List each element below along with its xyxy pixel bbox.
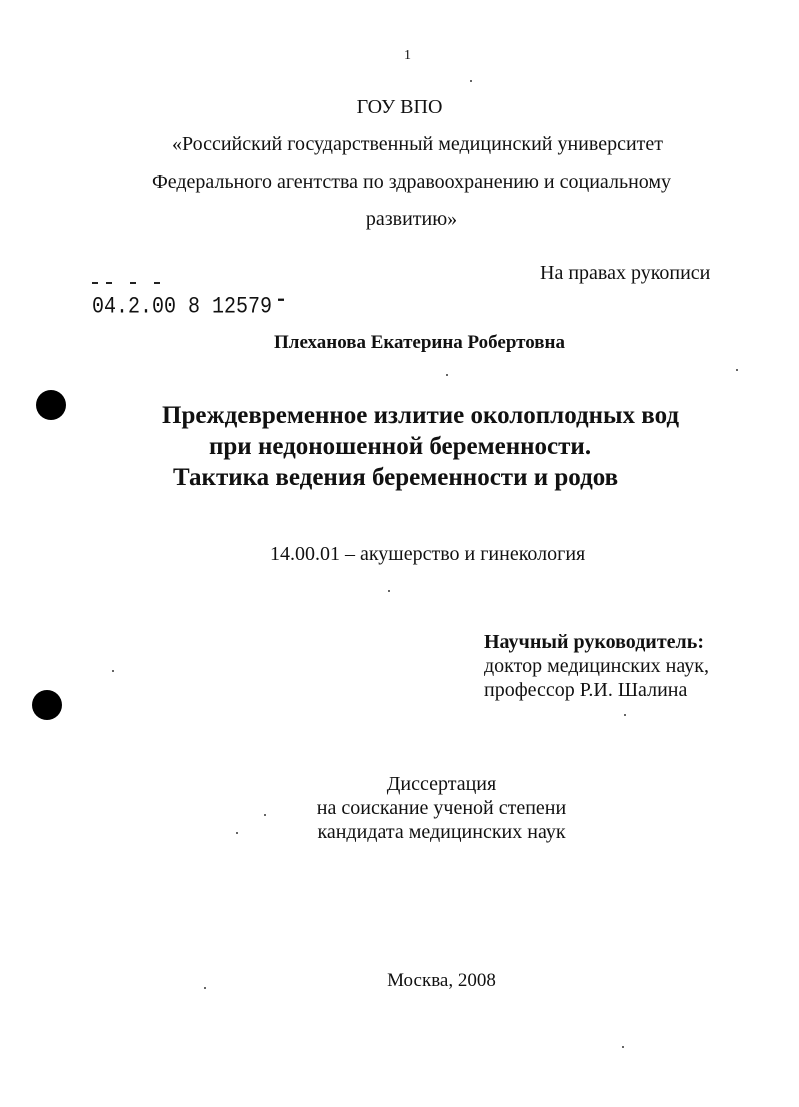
scan-speck xyxy=(624,714,626,716)
organization-abbreviation: ГОУ ВПО xyxy=(356,96,443,118)
thesis-title-line-2: при недоношенной беременности. xyxy=(209,433,592,460)
thesis-title-line-3: Тактика ведения беременности и родов xyxy=(173,464,619,491)
scan-speck xyxy=(236,832,238,834)
thesis-title-line-1: Преждевременное излитие околоплодных вод xyxy=(162,402,680,429)
city-year: Москва, 2008 xyxy=(387,970,496,991)
punch-hole-top xyxy=(36,390,66,420)
scan-speck xyxy=(388,590,390,592)
scan-speck xyxy=(736,369,738,371)
dissertation-line-3: кандидата медицинских наук xyxy=(317,821,566,843)
supervisor-name: профессор Р.И. Шалина xyxy=(484,679,688,701)
dissertation-line-2: на соискание ученой степени xyxy=(316,797,567,819)
archive-stamp-marks xyxy=(90,282,170,288)
scan-speck xyxy=(446,374,448,376)
page-number: 1 xyxy=(404,48,411,63)
organization-name-line-2: Федерального агентства по здравоохранению и социальному xyxy=(151,171,672,193)
scan-speck xyxy=(622,1046,624,1048)
punch-hole-bottom xyxy=(32,690,62,720)
dissertation-line-1: Диссертация xyxy=(386,773,497,795)
scan-speck xyxy=(470,80,472,82)
scan-speck xyxy=(204,987,206,989)
organization-name-line-3: развитию» xyxy=(365,208,458,230)
organization-name-line-1: «Российский государственный медицинский университет xyxy=(171,133,664,155)
rights-note: На правах рукописи xyxy=(540,262,711,284)
scan-speck xyxy=(112,670,114,672)
supervisor-degree: доктор медицинских наук, xyxy=(484,655,709,677)
specialty-code: 14.00.01 – акушерство и гинекология xyxy=(270,543,586,565)
supervisor-heading: Научный руководитель: xyxy=(484,631,704,653)
archive-code xyxy=(92,294,284,320)
archive-code-value: 04.2.00 8 12579 xyxy=(92,294,273,321)
scan-speck xyxy=(264,814,266,816)
archive-code-tick xyxy=(278,299,284,301)
author-name: Плеханова Екатерина Робертовна xyxy=(274,332,565,353)
